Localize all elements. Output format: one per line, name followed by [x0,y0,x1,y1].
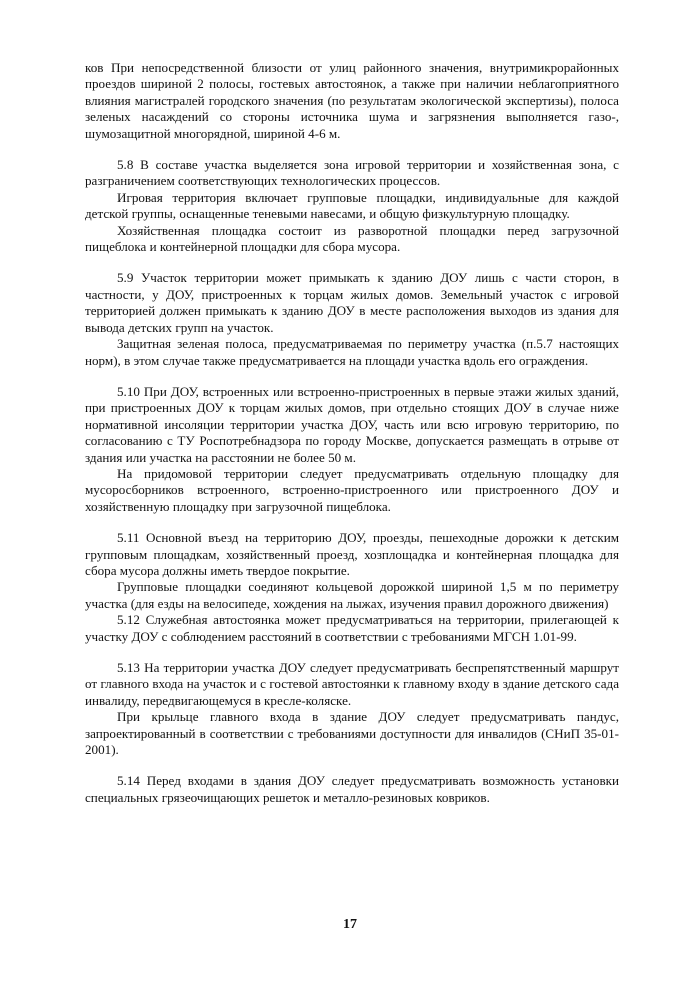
paragraph-continuation: ков При непосредственной близости от улиц районного значения, внутримикрорайонных проездов шириной 2 полосы, гостевых автостоянок, а также при наличии неблагоприятного влияния магистралей городского значения (по результатам экологической экспертизы), полоса зеленых насаждений со стороны источника шума и загрязнения выполняется газо-, шумозащитной многорядной, шириной 4-6 м. [85,60,619,141]
page-number: 17 [343,917,357,932]
paragraph-waste-area: На придомовой территории следует предусматривать отдельную площадку для мусоросборников встроенного, встроенно-пристроенного или пристроенного ДОУ и хозяйственную площадку при загрузочной пищеблока. [85,465,619,514]
paragraph-5-12: 5.12 Служебная автостоянка может предусматриваться на территории, прилегающей к участку ДОУ с соблюдением расстояний в соответствии с требованиями МГСН 1.01-99. [85,612,619,644]
paragraph-5-10: 5.10 При ДОУ, встроенных или встроенно-пристроенных в первые этажи жилых зданий, при пристроенных ДОУ к торцам жилых домов, при отдельно стоящих ДОУ в случае ниже нормативной инсоляции территории участка ДОУ, часть или всю игровую территорию, по согласованию с ТУ Роспотребнадзора по городу Москве, допускается размещать в отрыве от здания или участка на расстоянии не более 50 м. [85,383,619,465]
document-body [85,60,619,806]
paragraph-5-13: 5.13 На территории участка ДОУ следует предусматривать беспрепятственный маршрут от главного входа на участок и с гостевой автостоянки к главному входу в здание детского сада инвалиду, передвигающемуся в кресле-коляске. [85,660,619,708]
paragraph-5-11: 5.11 Основной въезд на территорию ДОУ, проезды, пешеходные дорожки к детским групповым площадкам, хозяйственный проезд, хозплощадка и контейнерная площадка для сбора мусора должны иметь твердое покрытие. [85,530,619,578]
paragraph-green-strip: Защитная зеленая полоса, предусматриваемая по периметру участка (п.5.7 настоящих норм), в этом случае также предусматривается на площади участка вдоль его ограждения. [85,336,619,368]
paragraph-5-9: 5.9 Участок территории может примыкать к зданию ДОУ лишь с части сторон, в частности, у ДОУ, пристроенных к торцам жилых домов. Земельный участок с игровой территорией должен примыкать к зданию ДОУ в месте расположения выходов из здания для вывода детских групп на участок. [85,270,619,335]
paragraph-ramp: При крыльце главного входа в здание ДОУ следует предусматривать пандус, запроектированный в соответствии с требованиями доступности для инвалидов (СНиП 35-01-2001). [85,709,619,758]
paragraph-utility-area: Хозяйственная площадка состоит из разворотной площадки перед загрузочной пищеблока и контейнерной площадки для сбора мусора. [85,222,619,255]
paragraph-play-area: Игровая территория включает групповые площадки, индивидуальные для каждой детской группы, оснащенные теневыми навесами, и общую физкультурную площадку. [85,189,619,222]
paragraph-ring-path: Групповые площадки соединяют кольцевой дорожкой шириной 1,5 м по периметру участка (для езды на велосипеде, хождения на лыжах, изучения правил дорожного движения) [85,579,619,611]
paragraph-5-14: 5.14 Перед входами в здания ДОУ следует предусматривать возможность установки специальных грязеочищающих решеток и металло-резиновых ковриков. [85,773,619,805]
paragraph-5-8: 5.8 В составе участка выделяется зона игровой территории и хозяйственная зона, с разграничением соответствующих технологических процессов. [85,157,619,189]
